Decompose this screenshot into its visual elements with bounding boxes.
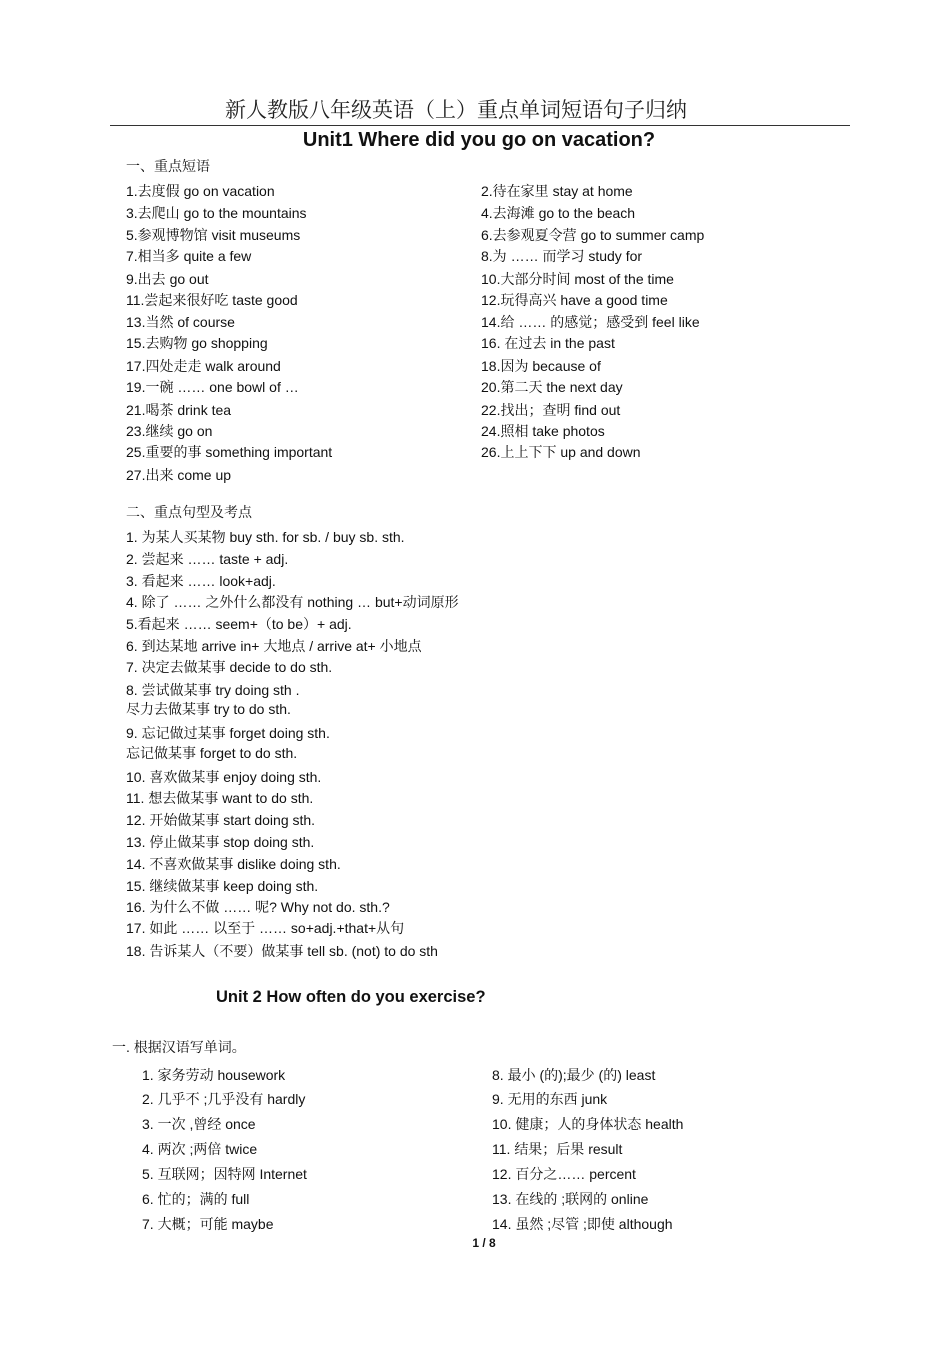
word-item: 11. 结果；后果 result <box>492 1141 623 1157</box>
sentence-item: 忘记做某事 forget to do sth. <box>126 745 298 761</box>
word-item: 4. 两次 ;两倍 twice <box>142 1141 258 1157</box>
phrase-item: 12.玩得高兴 have a good time <box>481 292 668 308</box>
word-item: 10. 健康；人的身体状态 health <box>492 1116 684 1132</box>
phrase-item: 17.四处走走 walk around <box>126 358 281 374</box>
sentence-item: 17. 如此 …… 以至于 …… so+adj.+that+从句 <box>126 920 405 936</box>
phrase-item: 10.大部分时间 most of the time <box>481 271 674 287</box>
page-number: 1 / 8 <box>472 1236 496 1250</box>
phrase-item: 13.当然 of course <box>126 314 235 330</box>
phrase-item: 21.喝茶 drink tea <box>126 402 232 418</box>
phrase-item: 20.第二天 the next day <box>481 379 623 395</box>
phrase-item: 11.尝起来很好吃 taste good <box>126 292 298 308</box>
word-item: 7. 大概；可能 maybe <box>142 1216 274 1232</box>
unit1-title: Unit1 Where did you go on vacation? <box>302 129 656 151</box>
unit1-phrases-heading: 一、重点短语 <box>126 158 210 174</box>
phrase-item: 23.继续 go on <box>126 423 213 439</box>
sentence-item: 6. 到达某地 arrive in+ 大地点 / arrive at+ 小地点 <box>126 638 422 654</box>
unit2-title: Unit 2 How often do you exercise? <box>216 988 486 1006</box>
sentence-item: 9. 忘记做过某事 forget doing sth. <box>126 725 330 741</box>
phrase-item: 19.一碗 …… one bowl of … <box>126 379 299 395</box>
sentence-item: 尽力去做某事 try to do sth. <box>126 701 291 717</box>
sentence-item: 14. 不喜欢做某事 dislike doing sth. <box>126 856 341 872</box>
sentence-item: 16. 为什么不做 …… 呢? Why not do. sth.? <box>126 899 390 915</box>
phrase-item: 25.重要的事 something important <box>126 444 333 460</box>
phrase-item: 18.因为 because of <box>481 358 601 374</box>
phrase-item: 6.去参观夏令营 go to summer camp <box>481 227 705 243</box>
unit2-words-heading: 一. 根据汉语写单词。 <box>112 1039 246 1055</box>
phrase-item: 4.去海滩 go to the beach <box>481 205 636 221</box>
phrase-item: 5.参观博物馆 visit museums <box>126 227 301 243</box>
word-item: 1. 家务劳动 housework <box>142 1067 286 1083</box>
unit1-sentences-heading: 二、重点句型及考点 <box>126 504 252 520</box>
phrase-item: 26.上上下下 up and down <box>481 444 641 460</box>
phrase-item: 8.为 …… 而学习 study for <box>481 248 643 264</box>
phrase-item: 1.去度假 go on vacation <box>126 183 275 199</box>
phrase-item: 27.出来 come up <box>126 467 232 483</box>
sentence-item: 18. 告诉某人（不要）做某事 tell sb. (not) to do sth <box>126 943 438 959</box>
phrase-item: 16. 在过去 in the past <box>481 335 615 351</box>
sentence-item: 5.看起来 …… seem+（to be）+ adj. <box>126 616 352 632</box>
word-item: 12. 百分之…… percent <box>492 1166 636 1182</box>
phrase-item: 15.去购物 go shopping <box>126 335 268 351</box>
sentence-item: 1. 为某人买某物 buy sth. for sb. / buy sb. sth. <box>126 529 405 545</box>
sentence-item: 8. 尝试做某事 try doing sth . <box>126 682 300 698</box>
sentence-item: 3. 看起来 …… look+adj. <box>126 573 276 589</box>
sentence-item: 12. 开始做某事 start doing sth. <box>126 812 316 828</box>
title-divider <box>110 125 850 126</box>
phrase-item: 7.相当多 quite a few <box>126 248 252 264</box>
phrase-item: 14.给 …… 的感觉；感受到 feel like <box>481 314 700 330</box>
word-item: 14. 虽然 ;尽管 ;即使 although <box>492 1216 673 1232</box>
phrase-item: 22.找出；查明 find out <box>481 402 621 418</box>
sentence-item: 15. 继续做某事 keep doing sth. <box>126 878 319 894</box>
document-title: 新人教版八年级英语（上）重点单词短语句子归纳 <box>225 98 687 122</box>
phrase-item: 24.照相 take photos <box>481 423 605 439</box>
sentence-item: 4. 除了 …… 之外什么都没有 nothing … but+动词原形 <box>126 594 459 610</box>
phrase-item: 9.出去 go out <box>126 271 209 287</box>
sentence-item: 2. 尝起来 …… taste + adj. <box>126 551 289 567</box>
word-item: 8. 最小 (的);最少 (的) least <box>492 1067 656 1083</box>
sentence-item: 10. 喜欢做某事 enjoy doing sth. <box>126 769 322 785</box>
phrase-item: 3.去爬山 go to the mountains <box>126 205 307 221</box>
phrase-item: 2.待在家里 stay at home <box>481 183 633 199</box>
word-item: 9. 无用的东西 junk <box>492 1091 608 1107</box>
word-item: 13. 在线的 ;联网的 online <box>492 1191 649 1207</box>
word-item: 6. 忙的；满的 full <box>142 1191 250 1207</box>
word-item: 2. 几乎不 ;几乎没有 hardly <box>142 1091 306 1107</box>
sentence-item: 13. 停止做某事 stop doing sth. <box>126 834 315 850</box>
sentence-item: 11. 想去做某事 want to do sth. <box>126 790 314 806</box>
word-item: 3. 一次 ,曾经 once <box>142 1116 256 1132</box>
word-item: 5. 互联网；因特网 Internet <box>142 1166 307 1182</box>
sentence-item: 7. 决定去做某事 decide to do sth. <box>126 659 333 675</box>
